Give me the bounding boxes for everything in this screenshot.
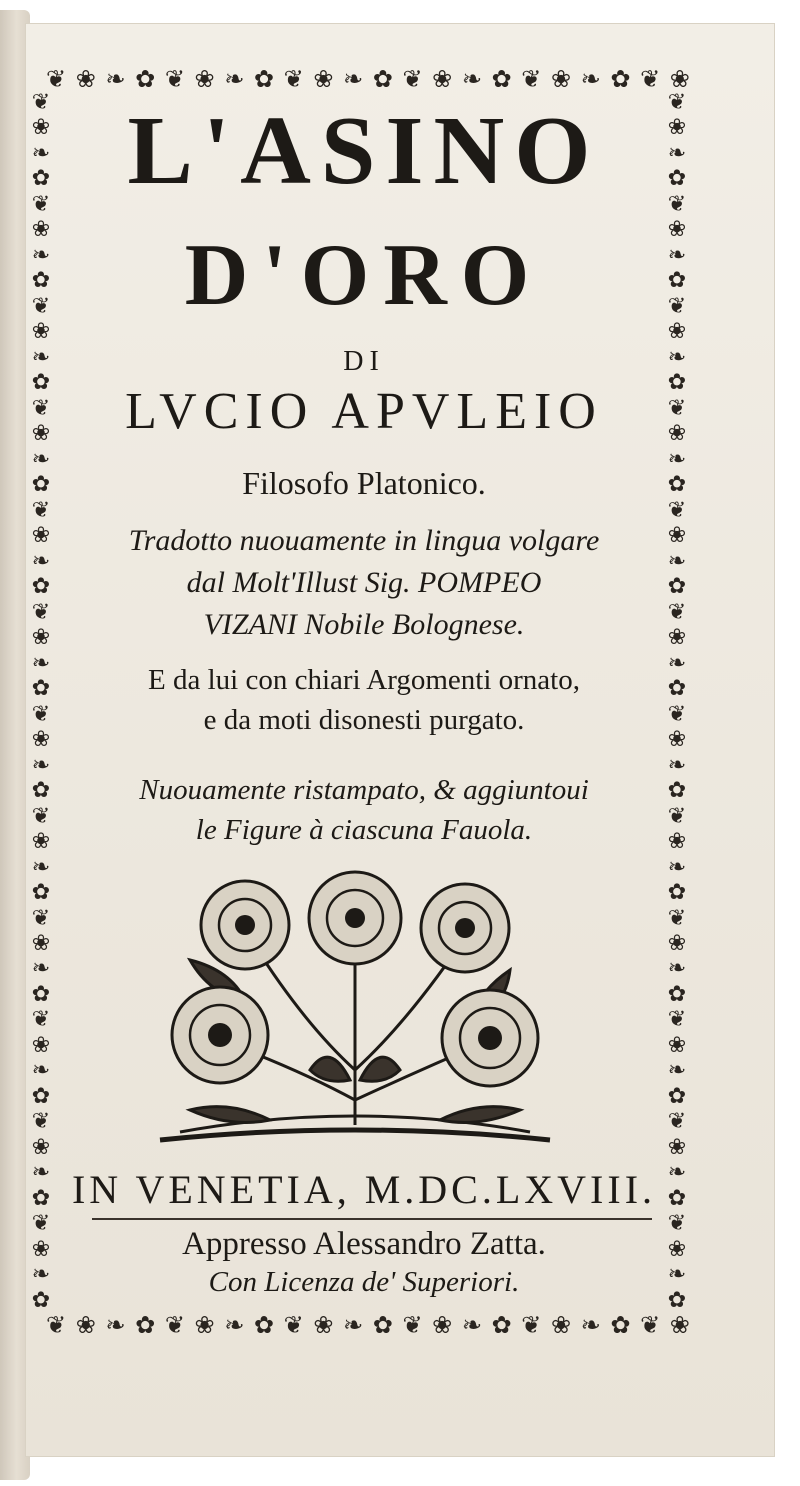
author-descriptor: Filosofo Platonico. bbox=[242, 465, 486, 501]
fleuron-icon: ❀ bbox=[31, 523, 51, 549]
fleuron-icon: ❀ bbox=[667, 829, 687, 855]
fleuron-icon: ❦ bbox=[667, 395, 687, 421]
border-left bbox=[24, 92, 58, 1312]
fleuron-icon: ❦ bbox=[31, 1007, 51, 1033]
fleuron-icon: ✿ bbox=[31, 472, 51, 498]
fleuron-icon: ❦ bbox=[667, 497, 687, 523]
fleuron-icon: ✿ bbox=[667, 880, 687, 906]
fleuron-icon: ❦ bbox=[402, 1311, 423, 1339]
fleuron-icon: ❦ bbox=[31, 293, 51, 319]
fleuron-icon: ❀ bbox=[313, 65, 334, 93]
fleuron-icon: ❦ bbox=[521, 1311, 542, 1339]
fleuron-icon: ✿ bbox=[31, 370, 51, 396]
fleuron-icon: ❧ bbox=[105, 65, 126, 93]
fleuron-icon: ❧ bbox=[31, 344, 51, 370]
fleuron-icon: ❧ bbox=[31, 956, 51, 982]
fleuron-icon: ❀ bbox=[75, 65, 96, 93]
fleuron-icon: ✿ bbox=[135, 1311, 156, 1339]
fleuron-icon: ✿ bbox=[31, 676, 51, 702]
fleuron-icon: ❀ bbox=[550, 65, 572, 93]
fleuron-icon: ❀ bbox=[667, 319, 687, 345]
fleuron-icon: ❦ bbox=[31, 497, 51, 523]
fleuron-icon: ✿ bbox=[667, 370, 687, 396]
fleuron-icon: ✿ bbox=[667, 676, 687, 702]
fleuron-icon: ✿ bbox=[610, 65, 631, 93]
translation-line: dal Molt'Illust Sig. POMPEO bbox=[186, 566, 542, 599]
fleuron-icon: ❧ bbox=[31, 1058, 51, 1084]
fleuron-icon: ✿ bbox=[135, 65, 156, 93]
fleuron-icon: ❦ bbox=[46, 65, 67, 93]
fleuron-icon: ❀ bbox=[667, 1032, 687, 1058]
fleuron-icon: ❀ bbox=[432, 1311, 453, 1339]
fleuron-icon: ❦ bbox=[31, 92, 51, 115]
fleuron-icon: ❀ bbox=[667, 1236, 687, 1262]
fleuron-icon: ❧ bbox=[31, 242, 51, 268]
fleuron-icon: ❀ bbox=[31, 625, 51, 651]
fleuron-icon: ❀ bbox=[75, 1311, 96, 1339]
fleuron-icon: ✿ bbox=[667, 1185, 687, 1211]
fleuron-icon: ❦ bbox=[31, 905, 51, 931]
fleuron-icon: ❦ bbox=[640, 65, 661, 93]
fleuron-icon: ❀ bbox=[669, 1311, 690, 1339]
fleuron-icon: ❦ bbox=[31, 395, 51, 421]
fleuron-icon: ❀ bbox=[31, 1032, 51, 1058]
fleuron-icon: ✿ bbox=[491, 65, 512, 93]
fleuron-icon: ❧ bbox=[224, 65, 245, 93]
fleuron-icon: ✿ bbox=[491, 1311, 512, 1339]
fleuron-icon: ❦ bbox=[667, 293, 687, 319]
fleuron-icon: ❀ bbox=[667, 523, 687, 549]
fleuron-icon: ❧ bbox=[667, 446, 687, 472]
fleuron-icon: ✿ bbox=[667, 166, 687, 192]
fleuron-icon: ❦ bbox=[31, 701, 51, 727]
fleuron-icon: ❦ bbox=[31, 191, 51, 217]
fleuron-icon: ❀ bbox=[667, 1134, 687, 1160]
fleuron-icon: ❧ bbox=[461, 65, 482, 93]
fleuron-icon: ❦ bbox=[667, 92, 687, 115]
fleuron-icon: ❀ bbox=[31, 727, 51, 753]
fleuron-icon: ❧ bbox=[105, 1311, 126, 1339]
fleuron-icon: ❀ bbox=[31, 829, 51, 855]
fleuron-icon: ❦ bbox=[402, 65, 423, 93]
fleuron-icon: ❀ bbox=[31, 1236, 51, 1262]
fleuron-icon: ✿ bbox=[31, 981, 51, 1007]
fleuron-icon: ✿ bbox=[667, 981, 687, 1007]
author-name: LVCIO APVLEIO bbox=[125, 383, 603, 440]
fleuron-icon: ✿ bbox=[31, 1185, 51, 1211]
translation-line: Tradotto nuouamente in lingua volgare bbox=[128, 524, 600, 557]
translation-statement bbox=[58, 520, 670, 646]
fleuron-icon: ❧ bbox=[31, 752, 51, 778]
fleuron-icon: ❦ bbox=[667, 905, 687, 931]
fleuron-icon: ❀ bbox=[194, 65, 215, 93]
fleuron-icon: ✿ bbox=[31, 574, 51, 600]
fleuron-icon: ❧ bbox=[667, 650, 687, 676]
printer-name: Appresso Alessandro Zatta. bbox=[182, 1226, 546, 1262]
fleuron-icon: ✿ bbox=[667, 268, 687, 294]
fleuron-icon: ❦ bbox=[31, 599, 51, 625]
fleuron-icon: ❦ bbox=[283, 65, 304, 93]
fleuron-icon: ❀ bbox=[667, 115, 687, 141]
fleuron-icon: ❀ bbox=[194, 1311, 215, 1339]
fleuron-icon: ❀ bbox=[667, 217, 687, 243]
fleuron-icon: ❦ bbox=[31, 1109, 51, 1135]
fleuron-icon: ❀ bbox=[667, 930, 687, 956]
author-preposition: DI bbox=[343, 346, 385, 377]
fleuron-icon: ❀ bbox=[313, 1311, 334, 1339]
fleuron-icon: ❧ bbox=[580, 1311, 601, 1339]
translation-line: VIZANI Nobile Bolognese. bbox=[203, 608, 525, 641]
fleuron-icon: ❧ bbox=[667, 854, 687, 880]
fleuron-icon: ❀ bbox=[31, 319, 51, 345]
fleuron-icon: ❀ bbox=[667, 421, 687, 447]
fleuron-icon: ❀ bbox=[667, 727, 687, 753]
fleuron-icon: ❦ bbox=[46, 1311, 67, 1339]
fleuron-icon: ❦ bbox=[164, 1311, 185, 1339]
fleuron-icon: ❧ bbox=[31, 854, 51, 880]
fleuron-icon: ❀ bbox=[31, 115, 51, 141]
book-subtitle: D'ORO bbox=[184, 227, 544, 324]
fleuron-icon: ❧ bbox=[461, 1311, 482, 1339]
fleuron-icon: ❧ bbox=[31, 1262, 51, 1288]
license-statement: Con Licenza de' Superiori. bbox=[208, 1266, 520, 1298]
fleuron-icon: ❀ bbox=[31, 217, 51, 243]
fleuron-icon: ❧ bbox=[667, 956, 687, 982]
fleuron-icon: ✿ bbox=[31, 880, 51, 906]
fleuron-icon: ❀ bbox=[550, 1311, 572, 1339]
fleuron-icon: ❦ bbox=[31, 1211, 51, 1237]
fleuron-icon: ❧ bbox=[343, 65, 364, 93]
fleuron-icon: ❧ bbox=[580, 65, 601, 93]
fleuron-icon: ❧ bbox=[667, 1262, 687, 1288]
fleuron-icon: ✿ bbox=[372, 1311, 393, 1339]
fleuron-icon: ❦ bbox=[640, 1311, 661, 1339]
fleuron-icon: ❦ bbox=[667, 1007, 687, 1033]
book-title: L'ASINO bbox=[127, 97, 601, 205]
fleuron-icon: ❀ bbox=[432, 65, 453, 93]
fleuron-icon: ❧ bbox=[343, 1311, 364, 1339]
fleuron-icon: ✿ bbox=[31, 1083, 51, 1109]
fleuron-icon: ❧ bbox=[31, 548, 51, 574]
fleuron-icon: ❦ bbox=[164, 65, 185, 93]
reprint-statement bbox=[58, 770, 670, 850]
fleuron-icon: ❧ bbox=[667, 548, 687, 574]
fleuron-icon: ✿ bbox=[31, 268, 51, 294]
fleuron-icon: ❧ bbox=[31, 650, 51, 676]
fleuron-icon: ❦ bbox=[667, 599, 687, 625]
fleuron-icon: ❀ bbox=[31, 930, 51, 956]
fleuron-icon: ✿ bbox=[667, 472, 687, 498]
fleuron-icon: ❦ bbox=[283, 1311, 304, 1339]
reprint-line: Nuouamente ristampato, & aggiuntoui bbox=[139, 774, 589, 806]
fleuron-icon: ❧ bbox=[667, 140, 687, 166]
fleuron-icon: ✿ bbox=[253, 1311, 275, 1339]
fleuron-icon: ❧ bbox=[224, 1311, 245, 1339]
fleuron-icon: ✿ bbox=[31, 1287, 51, 1312]
fleuron-icon: ❦ bbox=[667, 803, 687, 829]
fleuron-icon: ❀ bbox=[669, 65, 690, 93]
fleuron-icon: ✿ bbox=[667, 1083, 687, 1109]
fleuron-icon: ✿ bbox=[667, 778, 687, 804]
border-bottom bbox=[46, 1308, 690, 1342]
fleuron-icon: ✿ bbox=[610, 1311, 631, 1339]
adornment-line: E da lui con chiari Argomenti ornato, bbox=[148, 664, 580, 696]
fleuron-icon: ❧ bbox=[667, 242, 687, 268]
fleuron-icon: ✿ bbox=[667, 574, 687, 600]
fleuron-icon: ❦ bbox=[667, 191, 687, 217]
fleuron-icon: ❧ bbox=[667, 344, 687, 370]
border-top bbox=[46, 62, 690, 96]
fleuron-icon: ❧ bbox=[667, 1058, 687, 1084]
fleuron-icon: ❦ bbox=[667, 1109, 687, 1135]
fleuron-icon: ❧ bbox=[31, 446, 51, 472]
fleuron-icon: ❧ bbox=[667, 752, 687, 778]
fleuron-icon: ❧ bbox=[667, 1160, 687, 1186]
fleuron-icon: ❧ bbox=[31, 1160, 51, 1186]
fleuron-icon: ❦ bbox=[521, 65, 542, 93]
fleuron-icon: ✿ bbox=[31, 166, 51, 192]
reprint-line: le Figure à ciascuna Fauola. bbox=[195, 814, 533, 846]
fleuron-icon: ❧ bbox=[31, 140, 51, 166]
fleuron-icon: ✿ bbox=[372, 65, 393, 93]
imprint-rule bbox=[92, 1218, 652, 1220]
adornment-statement bbox=[58, 660, 670, 740]
fleuron-icon: ❦ bbox=[31, 803, 51, 829]
fleuron-icon: ✿ bbox=[31, 778, 51, 804]
fleuron-icon: ❀ bbox=[31, 1134, 51, 1160]
imprint-place-date: IN VENETIA, M.DC.LXVIII. bbox=[71, 1167, 657, 1212]
flower-woodcut-icon bbox=[150, 870, 560, 1160]
fleuron-icon: ✿ bbox=[253, 65, 275, 93]
adornment-line: e da moti disonesti purgato. bbox=[203, 704, 525, 736]
fleuron-icon: ✿ bbox=[667, 1287, 687, 1312]
fleuron-icon: ❀ bbox=[667, 625, 687, 651]
fleuron-icon: ❦ bbox=[667, 701, 687, 727]
fleuron-icon: ❦ bbox=[667, 1211, 687, 1237]
fleuron-icon: ❀ bbox=[31, 421, 51, 447]
